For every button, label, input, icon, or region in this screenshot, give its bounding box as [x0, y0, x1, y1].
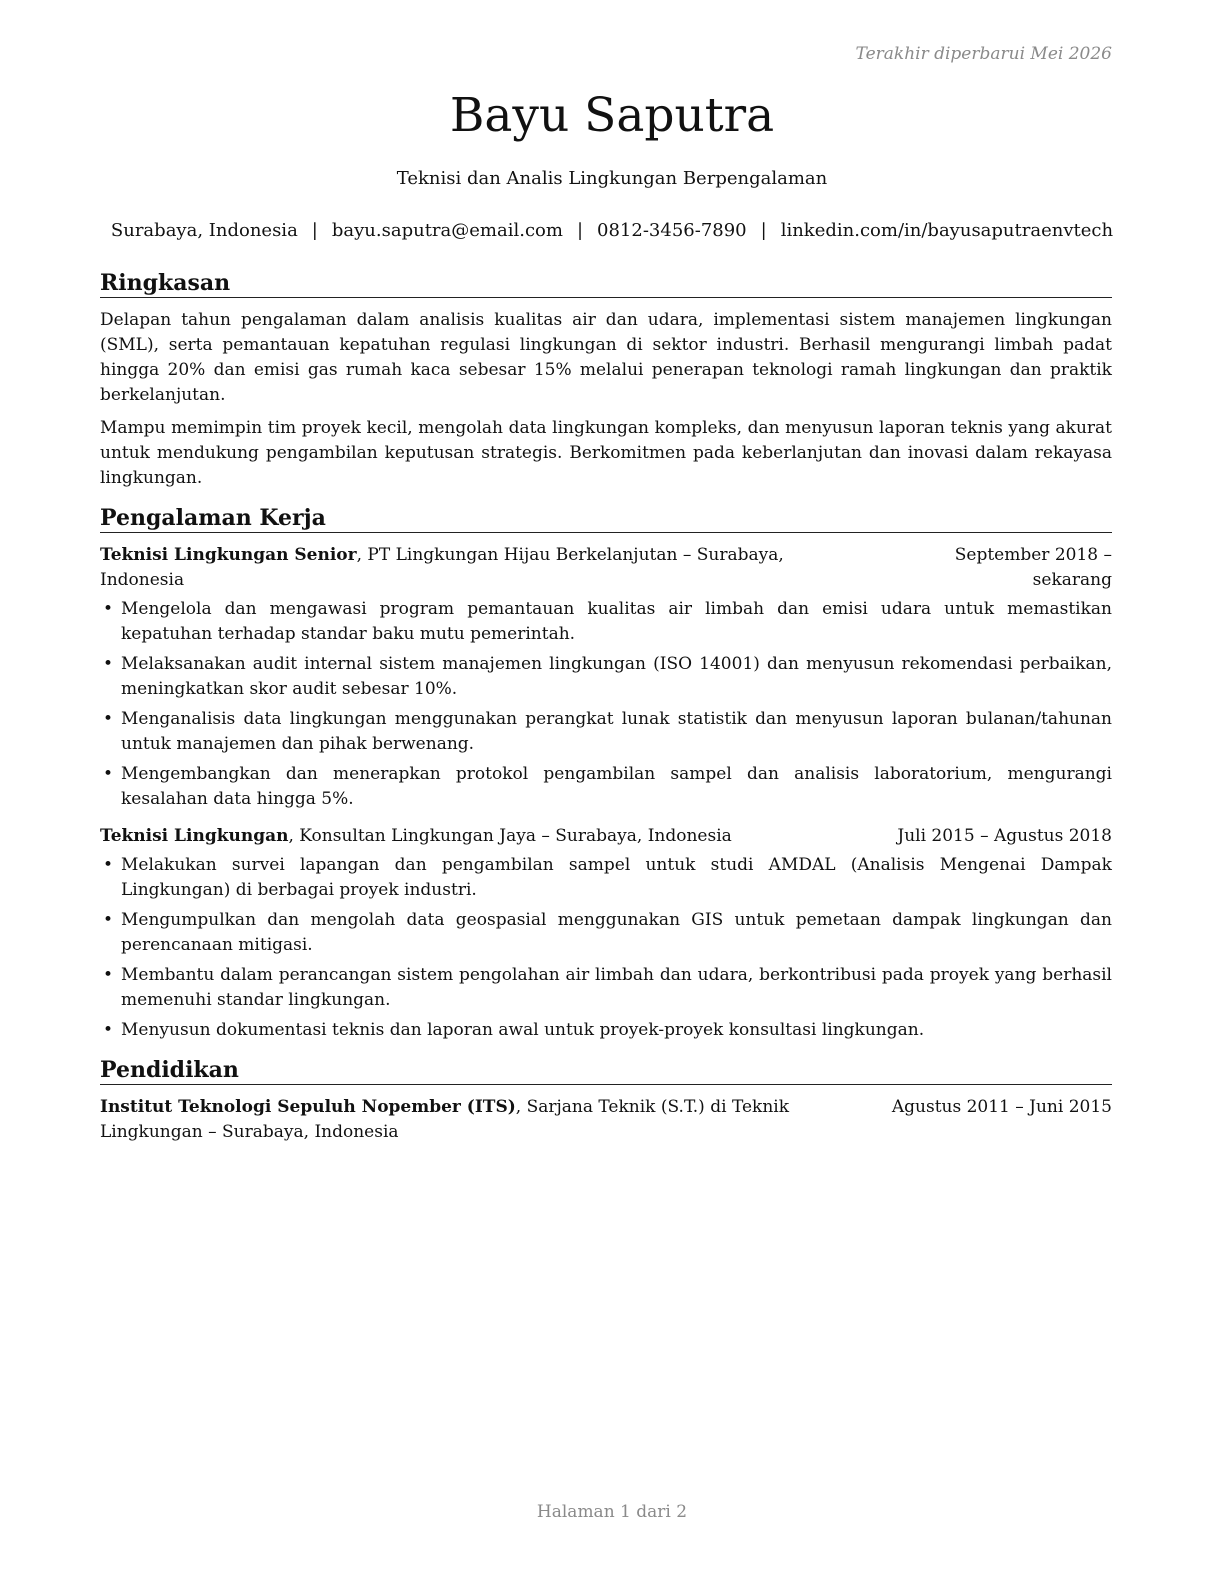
contact-separator: |: [576, 220, 584, 241]
summary-paragraph: Mampu memimpin tim proyek kecil, mengolah data lingkungan kompleks, dan menyusun laporan teknis yang akurat untuk mendukung pengambilan keputusan strategis. Berkomitmen pada keberlanjutan dan inovasi dalam rekayasa lingkungan.: [100, 418, 1112, 488]
education-section: [100, 1057, 1112, 1145]
last-updated-note: Terakhir diperbarui Mei 2026: [855, 44, 1112, 64]
list-item: • Melaksanakan audit internal sistem manajemen lingkungan (ISO 14001) dan menyusun rekomendasi perbaikan, meningkatkan skor audit sebesar 10%.: [100, 652, 1112, 702]
contact-separator: |: [760, 220, 767, 241]
job-bullets: [100, 853, 1112, 1043]
education-school: Institut Teknologi Sepuluh Nopember (ITS): [100, 1097, 516, 1117]
education-entry: [100, 1095, 1112, 1145]
resume-content: [100, 270, 1112, 1159]
list-item: • Menyusun dokumentasi teknis dan laporan awal untuk proyek-proyek konsultasi lingkungan.: [100, 1018, 1112, 1043]
experience-section: [100, 505, 1112, 1043]
job-entry: [100, 824, 1112, 1043]
section-title-summary: Ringkasan: [100, 270, 1112, 298]
resume-name: Bayu Saputra: [449, 88, 775, 143]
job-header: [100, 824, 1112, 849]
list-item: • Mengelola dan mengawasi program pemantauan kualitas air limbah dan emisi udara untuk memastikan kepatuhan terhadap standar baku mutu pemerintah.: [100, 597, 1112, 647]
job-bullets: [100, 597, 1112, 812]
list-item: • Menganalisis data lingkungan menggunakan perangkat lunak statistik dan menyusun laporan bulanan/tahunan untuk manajemen dan pihak berwenang.: [100, 707, 1112, 757]
list-item: • Membantu dalam perancangan sistem pengolahan air limbah dan udara, berkontribusi pada proyek yang berhasil memenuhi standar lingkungan.: [100, 963, 1112, 1013]
job-organization: , PT Lingkungan Hijau Berkelanjutan – Surabaya, Indonesia: [100, 545, 784, 590]
education-detail: , Sarjana Teknik (S.T.) di Teknik Lingkungan – Surabaya, Indonesia: [100, 1097, 790, 1142]
contact-line: [0, 220, 1224, 241]
job-title-line: [100, 824, 879, 849]
education-line: [100, 1095, 874, 1145]
resume-tagline: Teknisi dan Analis Lingkungan Berpengalaman: [396, 168, 828, 189]
job-entry: [100, 543, 1112, 812]
summary-section: [100, 270, 1112, 491]
page-number: Halaman 1 dari 2: [536, 1502, 688, 1522]
job-header: [100, 543, 1112, 593]
job-dates: Juli 2015 – Agustus 2018: [897, 826, 1112, 846]
job-role: Teknisi Lingkungan Senior: [100, 545, 357, 565]
job-dates: September 2018 – sekarang: [954, 545, 1112, 590]
job-title-line: [100, 543, 854, 593]
job-role: Teknisi Lingkungan: [100, 826, 289, 846]
summary-paragraph: Delapan tahun pengalaman dalam analisis kualitas air dan udara, implementasi sistem manajemen lingkungan (SML), serta pemantauan kepatuhan regulasi lingkungan di sektor industri. Berhasil mengurangi limbah padat hingga 20% dan emisi gas rumah kaca sebesar 15% melalui penerapan teknologi ramah lingkungan dan praktik berkelanjutan.: [100, 310, 1112, 405]
contact-linkedin[interactable]: linkedin.com/in/bayusaputraenvtech: [780, 220, 1114, 241]
job-organization: , Konsultan Lingkungan Jaya – Surabaya, Indonesia: [288, 826, 732, 846]
section-title-experience: Pengalaman Kerja: [100, 505, 1112, 533]
contact-location: Surabaya, Indonesia: [110, 220, 298, 241]
education-dates: Agustus 2011 – Juni 2015: [891, 1097, 1112, 1117]
list-item: • Mengumpulkan dan mengolah data geospasial menggunakan GIS untuk pemetaan dampak lingkungan dan perencanaan mitigasi.: [100, 908, 1112, 958]
contact-phone: 0812-3456-7890: [597, 220, 747, 241]
section-title-education: Pendidikan: [100, 1057, 1112, 1085]
list-item: • Mengembangkan dan menerapkan protokol pengambilan sampel dan analisis laboratorium, mengurangi kesalahan data hingga 5%.: [100, 762, 1112, 812]
contact-email[interactable]: bayu.saputra@email.com: [331, 220, 563, 241]
list-item: • Melakukan survei lapangan dan pengambilan sampel untuk studi AMDAL (Analisis Mengenai Dampak Lingkungan) di berbagai proyek industri.: [100, 853, 1112, 903]
contact-separator: |: [311, 220, 318, 241]
